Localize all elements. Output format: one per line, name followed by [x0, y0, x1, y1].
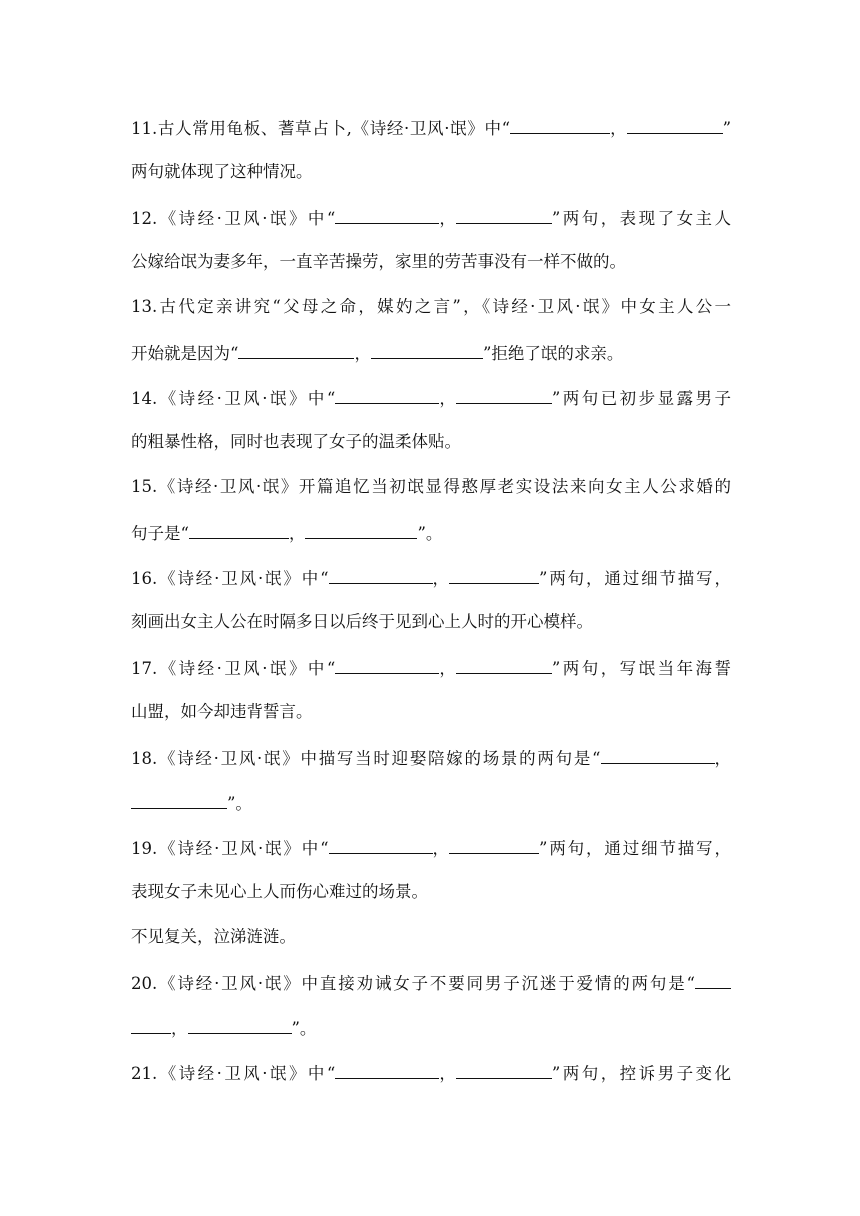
blank [456, 656, 552, 674]
blank [188, 1016, 292, 1034]
question-19-answer: 不见复关，泣涕涟涟。 [131, 927, 296, 946]
blank [238, 341, 354, 359]
question-16-line-2: 刻画出女主人公在时隔多日以后终于见到心上人时的开心模样。 [131, 612, 593, 631]
blank [695, 971, 731, 989]
blank [189, 521, 289, 539]
blank [329, 566, 433, 584]
blank [449, 836, 539, 854]
blank [131, 791, 227, 809]
blank [510, 116, 610, 134]
question-15-line-2: 句子是“ ， ”。 [131, 521, 731, 545]
blank [449, 566, 539, 584]
blank [335, 206, 439, 224]
blank [329, 836, 433, 854]
question-18-line-2: ”。 [131, 791, 731, 815]
question-17-line-1: 17.《诗经·卫风·氓》中“ ， ”两句，写氓当年海誓 [131, 656, 731, 680]
question-16-line-1: 16.《诗经·卫风·氓》中“ ， ”两句，通过细节描写， [131, 566, 731, 590]
blank [456, 206, 552, 224]
question-13-line-1: 13.古代定亲讲究“父母之命，媒妁之言”，《诗经·卫风·氓》中女主人公一 [131, 297, 731, 316]
question-11-line-2: 两句就体现了这种情况。 [131, 162, 313, 181]
blank [371, 341, 483, 359]
question-15-line-1: 15.《诗经·卫风·氓》开篇追忆当初氓显得憨厚老实设法来向女主人公求婚的 [131, 477, 731, 496]
blank [335, 656, 439, 674]
question-21-line-1: 21.《诗经·卫风·氓》中“ ， ”两句，控诉男子变化 [131, 1061, 731, 1085]
question-19-line-2: 表现女子未见心上人而伤心难过的场景。 [131, 882, 428, 901]
blank [456, 386, 552, 404]
blank [601, 746, 715, 764]
question-11-line-1: 11.古人常用龟板、蓍草占卜,《诗经·卫风·氓》中“ ， ” [131, 116, 731, 140]
blank [305, 521, 417, 539]
question-19-line-1: 19.《诗经·卫风·氓》中“ ， ”两句，通过细节描写， [131, 836, 731, 860]
question-20-line-2: ， ”。 [131, 1016, 731, 1040]
question-14-line-1: 14.《诗经·卫风·氓》中“ ， ”两句已初步显露男子 [131, 386, 731, 410]
question-12-line-2: 公嫁给氓为妻多年，一直辛苦操劳，家里的劳苦事没有一样不做的。 [131, 252, 626, 271]
question-12-line-1: 12.《诗经·卫风·氓》中“ ， ”两句，表现了女主人 [131, 206, 731, 230]
question-14-line-2: 的粗暴性格，同时也表现了女子的温柔体贴。 [131, 432, 461, 451]
blank [627, 116, 723, 134]
blank [335, 1061, 439, 1079]
blank [335, 386, 439, 404]
blank [456, 1061, 552, 1079]
blank [131, 1016, 171, 1034]
question-13-line-2: 开始就是因为“ ， ”拒绝了氓的求亲。 [131, 341, 731, 365]
question-20-line-1: 20.《诗经·卫风·氓》中直接劝诫女子不要同男子沉迷于爱情的两句是“ [131, 971, 731, 995]
question-18-line-1: 18.《诗经·卫风·氓》中描写当时迎娶陪嫁的场景的两句是“ ， [131, 746, 731, 770]
question-17-line-2: 山盟，如今却违背誓言。 [131, 702, 313, 721]
